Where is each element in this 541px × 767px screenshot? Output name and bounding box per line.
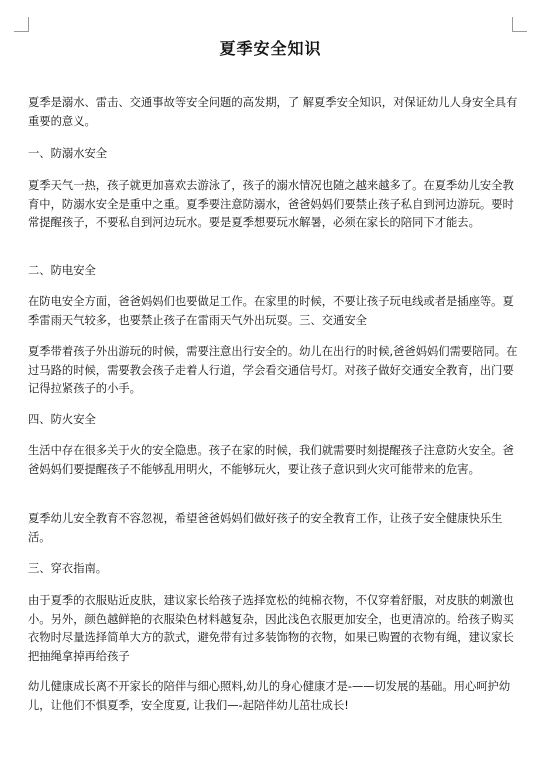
section-body-traffic: 夏季带着孩子外出游玩的时候，需要注意出行安全的。幼儿在出行的时候,爸爸妈妈们需要陪同。在过马路的时候，需要教会孩子走着人行道，学会看交通信号灯。对孩子做好交通安全教育，出门要记得拉紧孩子的小手。	[28, 345, 518, 395]
section-heading-fire: 四、防火安全	[28, 413, 96, 426]
section-heading-clothing: 三、穿衣指南。	[28, 562, 108, 575]
section-body-drowning: 夏季天气一热，孩子就更加喜欢去游泳了，孩子的溺水情况也随之越来越多了。在夏季幼儿安全教育中，防溺水安全是重中之重。夏季要注意防溺水，爸爸妈妈们要禁止孩子私自到河边游玩。要时常提醒孩子，不要私自到河边玩水。要是夏季想要玩水解暑，必须在家长的陪同下才能去。	[28, 179, 514, 229]
section-body-fire: 生活中存在很多关于火的安全隐患。孩子在家的时候，我们就需要时刻提醒孩子注意防火安全。爸爸妈妈们要提醒孩子不能够乱用明火，不能够玩火，要让孩子意识到火灾可能带来的危害。	[28, 444, 514, 476]
section-heading-electric: 二、防电安全	[28, 264, 96, 277]
section-heading-drowning: 一、防溺水安全	[28, 147, 108, 160]
summary-paragraph: 夏季幼儿安全教育不容忽视，希望爸爸妈妈们做好孩子的安全教育工作，让孩子安全健康快乐生活。	[28, 512, 503, 544]
section-body-electric: 在防电安全方面，爸爸妈妈们也要做足工作。在家里的时候，不要让孩子玩电线或者是插座等。夏季雷雨天气较多，也要禁止孩子在雷雨天气外出玩耍。三、交通安全	[28, 295, 514, 327]
crop-mark-top-right	[512, 17, 527, 32]
section-body-clothing: 由于夏季的衣服贴近皮肤，建议家长给孩子选择宽松的纯棉衣物，不仅穿着舒服，对皮肤的刺激也小。另外，颜色越鲜艳的衣服染色材料越复杂，因此浅色衣服更加安全，也更清凉的。给孩子购买衣物时尽量选择简单大方的款式，避免带有过多装饰物的衣物，如果已购置的衣物有绳，建议家长把抽绳拿掉再给孩子	[28, 594, 514, 663]
crop-mark-top-left	[14, 17, 29, 32]
document-title: 夏季安全知识	[219, 39, 322, 58]
closing-paragraph: 幼儿健康成长离不开家长的陪伴与细心照料,幼儿的身心健康才是-——切发展的基础。用心呵护幼儿，让他们不惧夏季，安全度夏, 让我们—-起陪伴幼儿茁壮成长!	[28, 680, 511, 712]
intro-paragraph: 夏季是溺水、雷击、交通事故等安全问题的高发期，了 解夏季安全知识，对保证幼儿人身安全具有重要的意义。	[28, 96, 518, 128]
